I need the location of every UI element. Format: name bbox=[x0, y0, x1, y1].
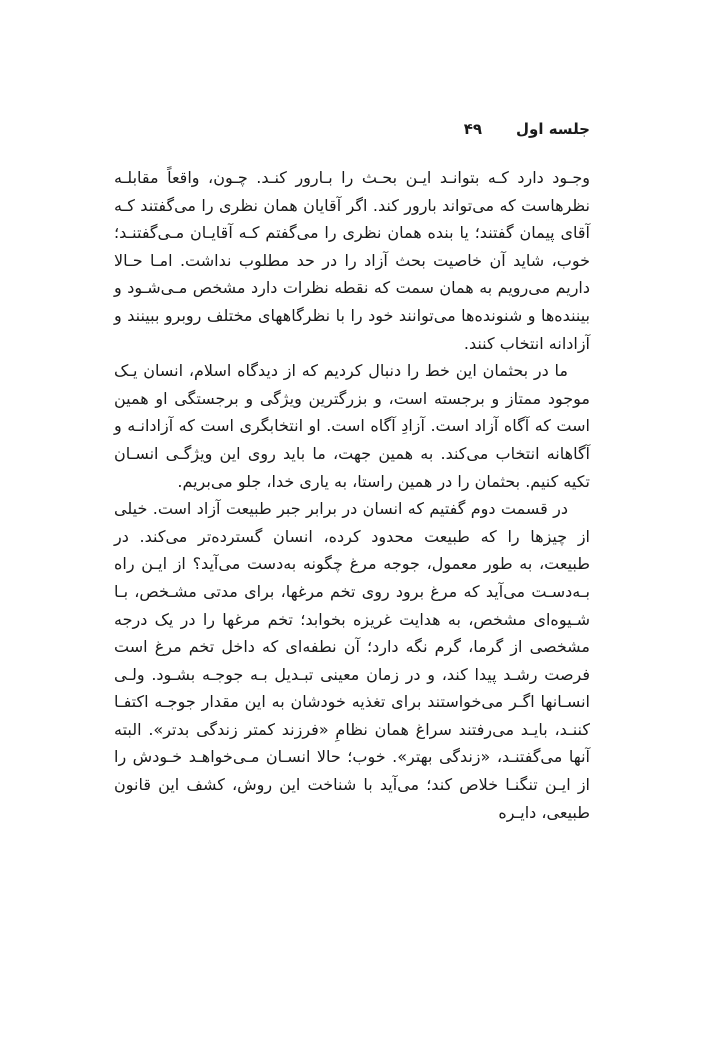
paragraph: در قسمت دوم گفتیم که انسان در برابر جبر طبیعت آزاد است. خیلی از چیزها را که طبیعت محدود کرده، انسان گسترده‌تر می‌کند. در طبیعت، به طور معمول، جوجه مرغ چگونه به‌دست می‌آید؟ از ایـن راه بـه‌دسـت می‌آید که مرغ برود روی تخم مرغها، برای مدتی مشـخص، بـا شـیوه‌ای مشخص، به هدایت غریزه بخوابد؛ تخم مرغها را در یک درجه مشخصی از گرما، گرم نگه دارد؛ آن نطفه‌ای که داخل تخم مرغ است فرصت رشـد پیدا کند، و در زمان معینی تبـدیل بـه جوجـه بشـود. ولـی انسـانها اگـر می‌خواستند برای تغذیه خودشان به این مقدار جوجـه اکتفـا کننـد، بایـد می‌رفتند سراغ همان نظامِ «فرزند کمتر زندگی بدتر». البته آنها می‌گفتنـد، «زندگی بهتر». خوب؛ حالا انسـان مـی‌خواهـد خـودش را از ایـن تنگنـا خلاص کند؛ می‌آید با شناخت این روش، کشف این قانون طبیعی، دایـره bbox=[114, 499, 590, 822]
body-text bbox=[114, 164, 590, 826]
chapter-title: جلسه اول bbox=[516, 120, 590, 138]
paragraph: ما در بحثمان این خط را دنبال کردیم که از دیدگاه اسلام، انسان یـک موجود ممتاز و برجسته است، و بزرگترین ویژگی و برجستگی او همین است که آگاه آزاد است. آزادِ آگاه است. او انتخابگری است که آزادانـه و آگاهانه انتخاب می‌کند. به همین جهت، ما باید روی این ویژگـی انسـان تکیه کنیم. بحثمان را در همین راستا، به یاری خدا، جلو می‌بریم. bbox=[114, 361, 590, 491]
running-header bbox=[464, 120, 590, 138]
page-number: ۴۹ bbox=[463, 120, 482, 138]
paragraph: وجـود دارد کـه بتوانـد ایـن بحـث را بـارور کنـد. چـون، واقعاً مقابلـه نظرهاست که می‌تواند بارور کند. اگر آقایان همان نظری را می‌گفتند کـه آقای پیمان گفتند؛ یا بنده همان نظری را می‌گفتم کـه آقایـان مـی‌گفتنـد؛ خوب، شاید آن خاصیت بحث آزاد را در حد مطلوب نداشت. امـا حـالا داریم می‌رویم به همان سمت که نقطه نظرات دارد مشخص مـی‌شـود و بیننده‌ها و شنونده‌ها می‌توانند خود را با نظرگاههای مختلف روبرو ببینند و آزادانه انتخاب کنند. bbox=[114, 168, 590, 353]
